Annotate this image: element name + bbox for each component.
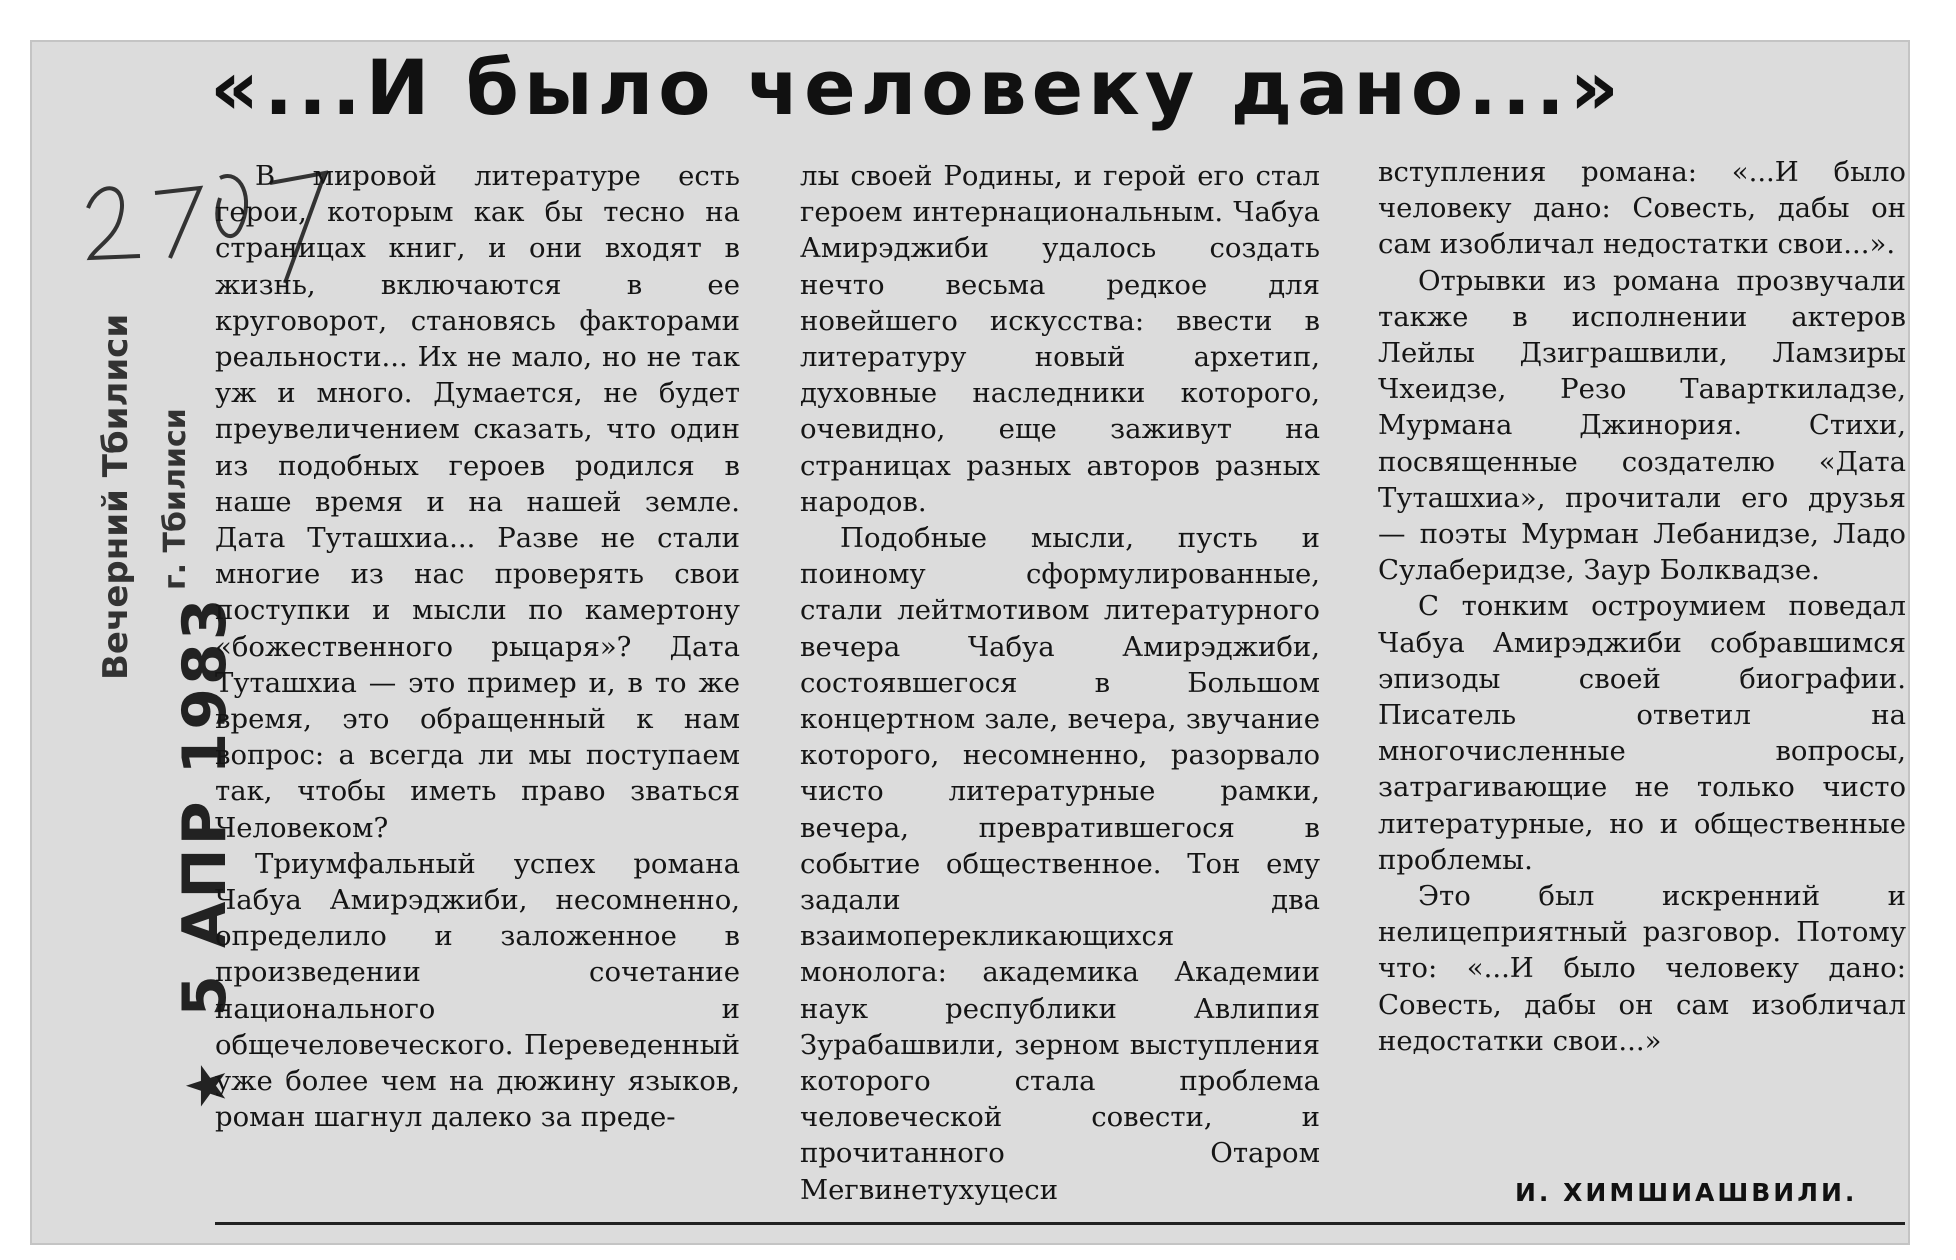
paragraph: лы своей Родины, и герой его стал героем интернациональным. Чабуа Амирэджиби удалось создать нечто весьма редкое для новейшего искусства: ввести в литературу новый архетип, духовные наследники которого, очевидно, еще заживут на страницах разных авторов разных народов.: [800, 160, 1320, 518]
paragraph: вступления романа: «...И было человеку дано: Совесть, дабы он сам изобличал недостатки свои...».: [1378, 156, 1906, 261]
paragraph: Подобные мысли, пусть и поиному сформулированные, стали лейтмотивом литературного вечера Чабуа Амирэджиби, состоявшегося в Большом концертном зале, вечера, звучание которого, несомненно, разорвало чисто литературные рамки, вечера, превратившегося в событие общественное. Тон ему задали два взаимоперекликающихся монолога: академика Академии наук республики Авлипия Зурабашвили, зерном выступления которого стала проблема человеческой совести, и прочитанного Отаром Мегвинетухуцеси: [800, 522, 1320, 1206]
city-stamp: г. Тбилиси: [158, 408, 193, 590]
newspaper-source-stamp: Вечерний Тбилиси: [96, 313, 136, 680]
article-column-1: [215, 158, 740, 1135]
paragraph: Триумфальный успех романа Чабуа Амирэджиби, несомненно, определило и заложенное в произведении сочетание национального и общечеловеческого. Переведенный уже более чем на дюжину языков, роман шагнул далеко за преде-: [215, 847, 740, 1134]
author-signature: И. ХИМШИАШВИЛИ.: [1515, 1178, 1858, 1207]
star-icon: ★: [175, 1058, 238, 1110]
paragraph: Это был искренний и нелицеприятный разговор. Потому что: «...И было человеку дано: Совесть, дабы он сам изобличал недостатки свои...»: [1378, 880, 1906, 1057]
article-column-2: [800, 158, 1320, 1208]
paragraph: С тонким остроумием поведал Чабуа Амирэджиби собравшимся эпизоды своей биографии. Писатель ответил на многочисленные вопросы, затрагивающие не только чисто литературные, но и общественные проблемы.: [1378, 590, 1906, 876]
article-column-3: [1378, 154, 1906, 1059]
paragraph: В мировой литературе есть герои, которым как бы тесно на страницах книг, и они входят в жизнь, включаются в ее круговорот, становясь факторами реальности... Их не мало, но не так уж и много. Думается, не будет преувеличением сказать, что один из подобных героев родился в наше время и на нашей земле. Дата Туташхиа... Разве не стали многие из нас проверять свои поступки и мысли по камертону «божественного рыцаря»? Дата Туташхиа — это пример и, в то же время, это обращенный к нам вопрос: а всегда ли мы поступаем так, чтобы иметь право зваться Человеком?: [215, 160, 740, 844]
stamp-date: 5 АПР 1983: [170, 595, 240, 1017]
article-headline: «...И было человеку дано...»: [210, 43, 1624, 132]
bottom-rule: [215, 1222, 1905, 1225]
paragraph: Отрывки из романа прозвучали также в исполнении актеров Лейлы Дзиграшвили, Ламзиры Чхеидзе, Резо Таварткиладзе, Мурмана Джинория. Стихи, посвященные создателю «Дата Туташхиа», прочитали его друзья — поэты Мурман Лебанидзе, Ладо Сулаберидзе, Заур Болквадзе.: [1378, 264, 1906, 587]
